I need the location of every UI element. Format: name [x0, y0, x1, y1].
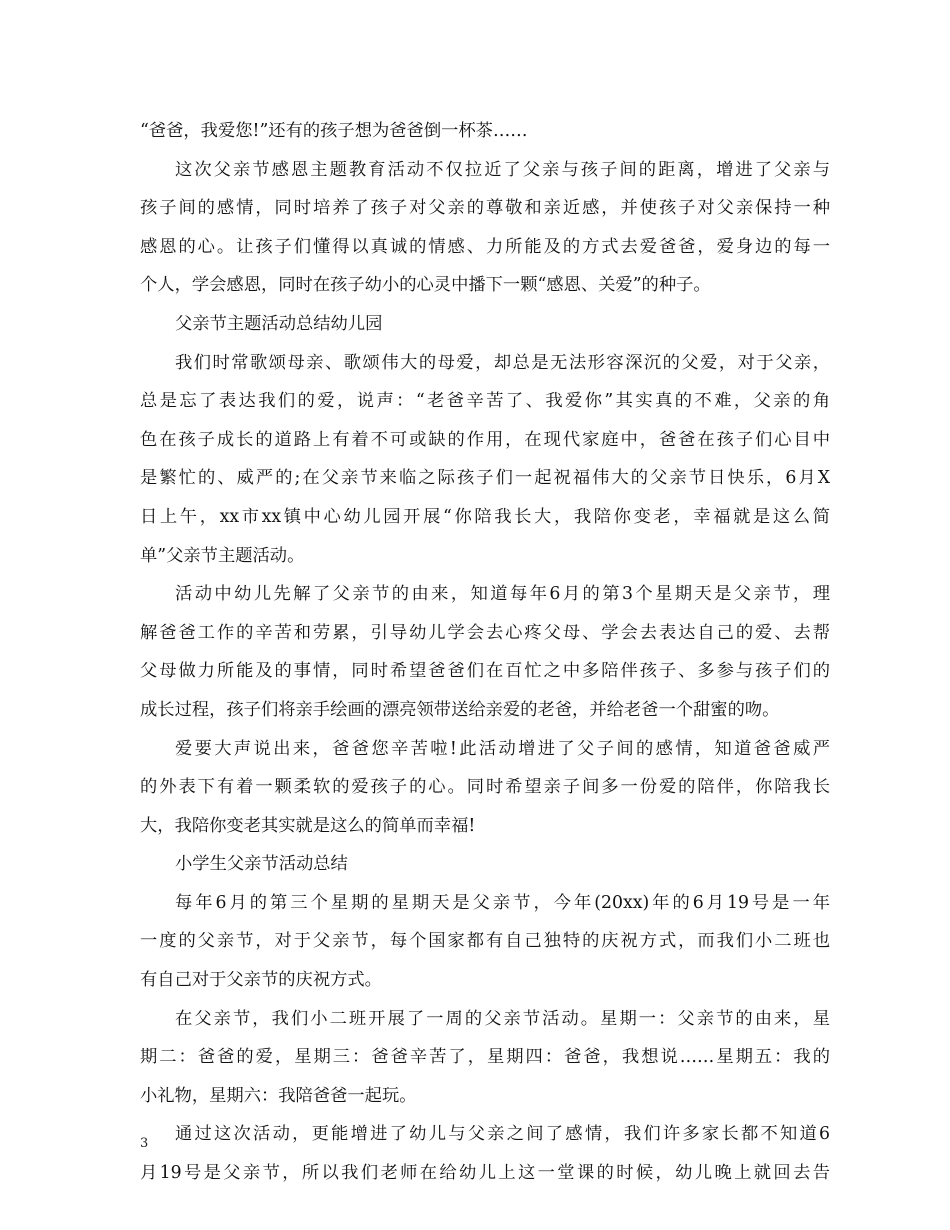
text-line: 总是忘了表达我们的爱，说声：“老爸辛苦了、我爱你”其实真的不难，父亲的角: [140, 391, 830, 412]
text-line: 活动中幼儿先解了父亲节的由来，知道每年6月的第3个星期天是父亲节，理: [175, 584, 830, 605]
paragraph: [140, 112, 830, 151]
paragraph: [140, 1000, 830, 1116]
text-line: 小学生父亲节活动总结: [175, 854, 348, 875]
text-line: 这次父亲节感恩主题教育活动不仅拉近了父亲与孩子间的距离，增进了父亲与: [175, 159, 830, 180]
text-line: 日上午，xx市xx镇中心幼儿园开展“你陪我长大，我陪你变老，幸福就是这么简: [140, 506, 830, 527]
paragraph: [140, 730, 830, 846]
text-line: 父母做力所能及的事情，同时希望爸爸们在百忙之中多陪伴孩子、多参与孩子们的: [140, 661, 830, 682]
paragraph: [140, 1115, 830, 1192]
text-line: 成长过程，孩子们将亲手绘画的漂亮领带送给亲爱的老爸，并给老爸一个甜蜜的吻。: [140, 699, 780, 720]
paragraph: [140, 884, 830, 1000]
text-line: 在父亲节，我们小二班开展了一周的父亲节活动。星期一：父亲节的由来，星: [175, 1008, 830, 1029]
text-line: 的外表下有着一颗柔软的爱孩子的心。同时希望亲子间多一份爱的陪伴，你陪我长: [140, 777, 830, 798]
section-heading: [140, 845, 830, 884]
text-line: 是繁忙的、威严的;在父亲节来临之际孩子们一起祝福伟大的父亲节日快乐，6月X: [140, 468, 830, 489]
text-line: 一度的父亲节，对于父亲节，每个国家都有自己独特的庆祝方式，而我们小二班也: [140, 931, 830, 952]
text-line: 感恩的心。让孩子们懂得以真诚的情感、力所能及的方式去爱爸爸，爱身边的每一: [140, 236, 830, 257]
text-line: 小礼物，星期六：我陪爸爸一起玩。: [140, 1085, 417, 1106]
paragraph: [140, 344, 830, 576]
text-line: 期二：爸爸的爱，星期三：爸爸辛苦了，星期四：爸爸，我想说……星期五：我的: [140, 1047, 830, 1068]
text-line: 大，我陪你变老其实就是这么的简单而幸福!: [140, 815, 476, 836]
text-line: 我们时常歌颂母亲、歌颂伟大的母爱，却总是无法形容深沉的父爱，对于父亲，: [175, 352, 830, 373]
text-line: “爸爸，我爱您!”还有的孩子想为爸爸倒一杯茶……: [140, 121, 528, 141]
paragraph: [140, 151, 830, 305]
document-body: [140, 112, 830, 1193]
text-line: 月19号是父亲节，所以我们老师在给幼儿上这一堂课的时候，幼儿晚上就回去告: [140, 1163, 830, 1184]
text-line: 每年6月的第三个星期的星期天是父亲节，今年(20xx)年的6月19号是一年: [175, 892, 830, 913]
text-line: 通过这次活动，更能增进了幼儿与父亲之间了感情，我们许多家长都不知道6: [175, 1124, 830, 1145]
paragraph: [140, 575, 830, 729]
text-line: 色在孩子成长的道路上有着不可或缺的作用，在现代家庭中，爸爸在孩子们心目中: [140, 429, 830, 450]
text-line: 孩子间的感情，同时培养了孩子对父亲的尊敬和亲近感，并使孩子对父亲保持一种: [140, 198, 830, 219]
text-line: 单”父亲节主题活动。: [140, 545, 305, 566]
section-heading: [140, 305, 830, 344]
text-line: 解爸爸工作的辛苦和劳累，引导幼儿学会去心疼父母、学会去表达自己的爱、去帮: [140, 622, 830, 643]
text-line: 有自己对于父亲节的庆祝方式。: [140, 970, 382, 991]
text-line: 父亲节主题活动总结幼儿园: [175, 313, 383, 334]
page-number: 3: [140, 1136, 149, 1151]
text-line: 爱要大声说出来，爸爸您辛苦啦!此活动增进了父子间的感情，知道爸爸威严: [175, 738, 830, 759]
text-line: 个人，学会感恩，同时在孩子幼小的心灵中播下一颗“感恩、关爱”的种子。: [140, 275, 711, 296]
